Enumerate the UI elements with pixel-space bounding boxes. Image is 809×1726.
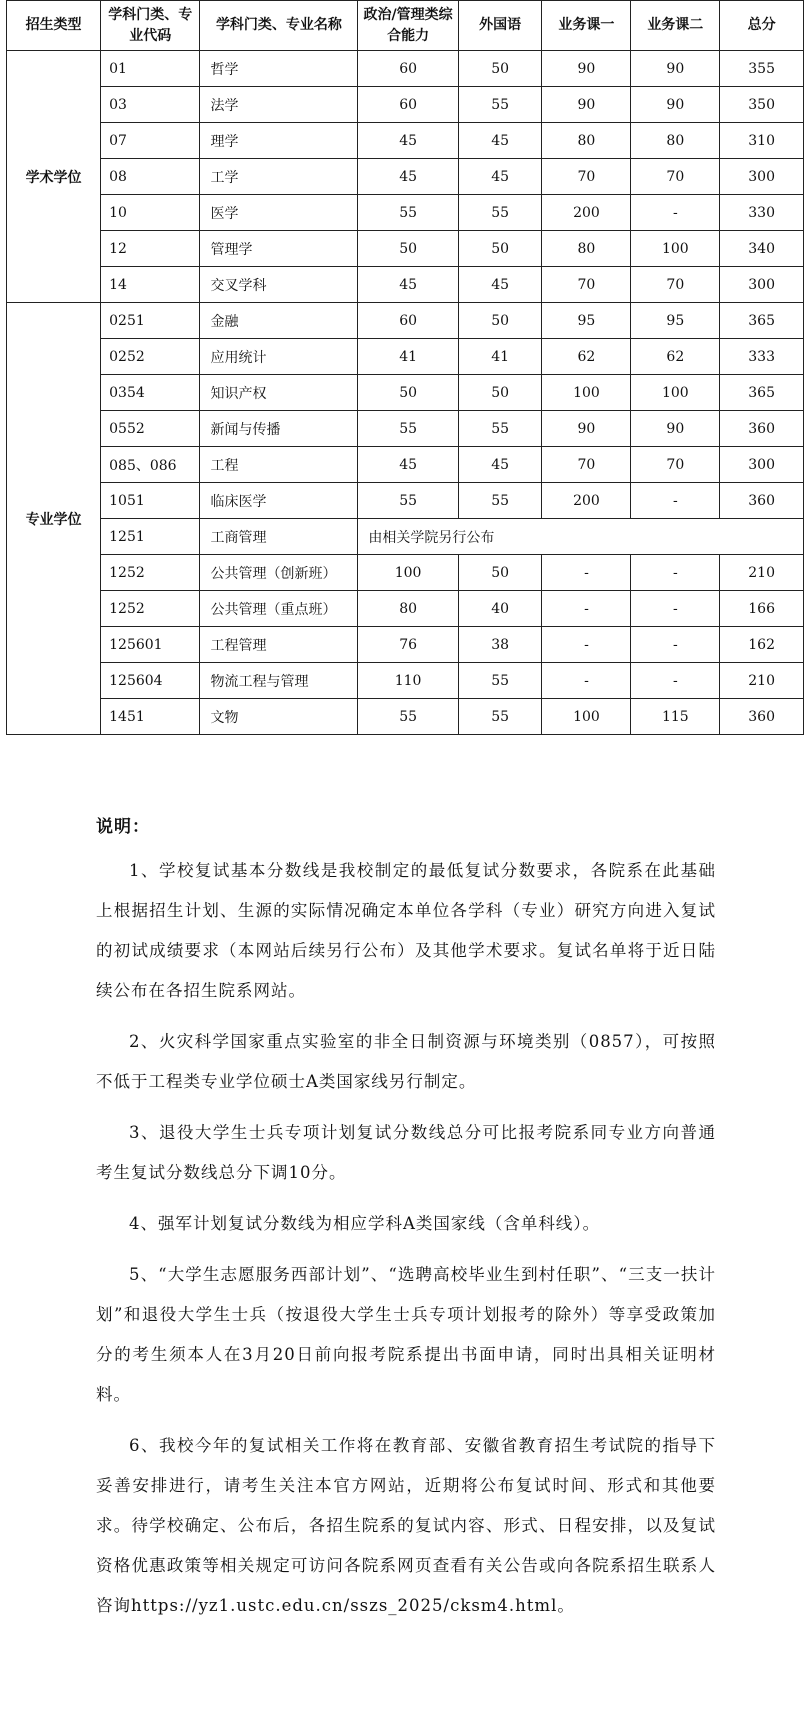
score-cell: 45 — [458, 159, 542, 195]
score-cell: 60 — [358, 51, 458, 87]
column-header: 招生类型 — [7, 1, 101, 51]
score-cell: 62 — [631, 339, 720, 375]
name-cell: 临床医学 — [200, 483, 358, 519]
table-body — [7, 51, 804, 735]
score-cell: 50 — [458, 303, 542, 339]
score-cell: 95 — [631, 303, 720, 339]
column-header: 外国语 — [458, 1, 542, 51]
score-cell: 62 — [542, 339, 631, 375]
code-cell: 03 — [101, 87, 200, 123]
name-cell: 物流工程与管理 — [200, 663, 358, 699]
total-score-cell: 365 — [720, 303, 804, 339]
score-cell: 50 — [458, 231, 542, 267]
name-cell: 公共管理（创新班） — [200, 555, 358, 591]
score-cell: 45 — [458, 267, 542, 303]
score-cell: 70 — [631, 159, 720, 195]
total-score-cell: 365 — [720, 375, 804, 411]
name-cell: 法学 — [200, 87, 358, 123]
code-cell: 1251 — [101, 519, 200, 555]
column-header: 学科门类、专业代码 — [101, 1, 200, 51]
total-score-cell: 360 — [720, 699, 804, 735]
column-header: 总分 — [720, 1, 804, 51]
score-cell: 200 — [542, 195, 631, 231]
score-cell: 110 — [358, 663, 458, 699]
table-row — [7, 447, 804, 483]
score-cell: 100 — [631, 375, 720, 411]
score-cell: 41 — [458, 339, 542, 375]
table-row — [7, 555, 804, 591]
score-cell: - — [542, 555, 631, 591]
code-cell: 0252 — [101, 339, 200, 375]
score-cell: 70 — [542, 159, 631, 195]
table-row — [7, 339, 804, 375]
table-row — [7, 303, 804, 339]
score-cell: 100 — [542, 699, 631, 735]
table-row — [7, 267, 804, 303]
score-cell: 55 — [358, 195, 458, 231]
notes-section — [96, 812, 716, 1637]
name-cell: 工学 — [200, 159, 358, 195]
score-cell: 45 — [358, 159, 458, 195]
total-score-cell: 210 — [720, 555, 804, 591]
code-cell: 07 — [101, 123, 200, 159]
score-cell: 90 — [631, 51, 720, 87]
name-cell: 交叉学科 — [200, 267, 358, 303]
name-cell: 应用统计 — [200, 339, 358, 375]
score-cell: 41 — [358, 339, 458, 375]
score-cell: 45 — [358, 447, 458, 483]
score-cell: 90 — [542, 411, 631, 447]
score-cell: 90 — [631, 411, 720, 447]
code-cell: 01 — [101, 51, 200, 87]
score-cell: - — [631, 555, 720, 591]
code-cell: 1252 — [101, 591, 200, 627]
name-cell: 理学 — [200, 123, 358, 159]
score-cell: 55 — [358, 483, 458, 519]
score-cell: - — [631, 195, 720, 231]
score-cell: 55 — [458, 699, 542, 735]
table-row — [7, 195, 804, 231]
category-cell: 学术学位 — [7, 51, 101, 303]
table-header — [7, 1, 804, 51]
note-paragraph: 2、火灾科学国家重点实验室的非全日制资源与环境类别（0857），可按照不低于工程类专业学位硕士A类国家线另行制定。 — [96, 1032, 716, 1091]
total-score-cell: 166 — [720, 591, 804, 627]
score-cell: 55 — [458, 411, 542, 447]
name-cell: 哲学 — [200, 51, 358, 87]
score-cell: 55 — [358, 411, 458, 447]
table-row — [7, 87, 804, 123]
table-row — [7, 375, 804, 411]
total-score-cell: 300 — [720, 159, 804, 195]
score-cell: 70 — [542, 447, 631, 483]
table-row — [7, 123, 804, 159]
score-cell: - — [631, 627, 720, 663]
total-score-cell: 360 — [720, 483, 804, 519]
column-header: 政治/管理类综合能力 — [358, 1, 458, 51]
total-score-cell: 360 — [720, 411, 804, 447]
table-row — [7, 51, 804, 87]
name-cell: 工程管理 — [200, 627, 358, 663]
score-cell: - — [631, 663, 720, 699]
score-cell: 38 — [458, 627, 542, 663]
score-cell: 100 — [358, 555, 458, 591]
header-row — [7, 1, 804, 51]
score-cell: 45 — [458, 447, 542, 483]
name-cell: 知识产权 — [200, 375, 358, 411]
table-row — [7, 699, 804, 735]
code-cell: 0552 — [101, 411, 200, 447]
table-row — [7, 591, 804, 627]
score-cell: 100 — [631, 231, 720, 267]
score-cell: 80 — [542, 123, 631, 159]
score-cell: 76 — [358, 627, 458, 663]
score-cell: 80 — [631, 123, 720, 159]
score-cell: 100 — [542, 375, 631, 411]
total-score-cell: 340 — [720, 231, 804, 267]
score-cell: 50 — [358, 231, 458, 267]
column-header: 业务课一 — [542, 1, 631, 51]
score-cell: - — [631, 591, 720, 627]
column-header: 学科门类、专业名称 — [200, 1, 358, 51]
code-cell: 0354 — [101, 375, 200, 411]
table-row — [7, 231, 804, 267]
score-cell: 80 — [358, 591, 458, 627]
note-paragraph: 5、“大学生志愿服务西部计划”、“选聘高校毕业生到村任职”、“三支一扶计划”和退役大学生士兵（按退役大学生士兵专项计划报考的除外）等享受政策加分的考生须本人在3月20日前向报考院系提出书面申请，同时出具相关证明材料。 — [96, 1265, 716, 1404]
total-score-cell: 162 — [720, 627, 804, 663]
score-cell: 50 — [458, 555, 542, 591]
code-cell: 14 — [101, 267, 200, 303]
name-cell: 工商管理 — [200, 519, 358, 555]
code-cell: 125601 — [101, 627, 200, 663]
code-cell: 08 — [101, 159, 200, 195]
total-score-cell: 210 — [720, 663, 804, 699]
note-cell: 由相关学院另行公布 — [358, 519, 804, 555]
total-score-cell: 300 — [720, 267, 804, 303]
code-cell: 1451 — [101, 699, 200, 735]
total-score-cell: 333 — [720, 339, 804, 375]
score-cell: 90 — [542, 51, 631, 87]
score-cell: 50 — [358, 375, 458, 411]
score-cell: 55 — [458, 87, 542, 123]
name-cell: 管理学 — [200, 231, 358, 267]
name-cell: 文物 — [200, 699, 358, 735]
code-cell: 10 — [101, 195, 200, 231]
score-cell: 80 — [542, 231, 631, 267]
code-cell: 1051 — [101, 483, 200, 519]
name-cell: 医学 — [200, 195, 358, 231]
score-cell: 70 — [542, 267, 631, 303]
score-cell: - — [631, 483, 720, 519]
score-cell: 70 — [631, 447, 720, 483]
score-cell: 50 — [458, 375, 542, 411]
note-paragraph: 1、学校复试基本分数线是我校制定的最低复试分数要求，各院系在此基础上根据招生计划、生源的实际情况确定本单位各学科（专业）研究方向进入复试的初试成绩要求（本网站后续另行公布）及其他学术要求。复试名单将于近日陆续公布在各招生院系网站。 — [96, 861, 716, 1000]
score-cell: - — [542, 627, 631, 663]
note-paragraph: 3、退役大学生士兵专项计划复试分数线总分可比报考院系同专业方向普通考生复试分数线总分下调10分。 — [96, 1123, 716, 1182]
score-cell: - — [542, 591, 631, 627]
score-cell: 55 — [458, 663, 542, 699]
note-paragraph: 6、我校今年的复试相关工作将在教育部、安徽省教育招生考试院的指导下妥善安排进行，请考生关注本官方网站，近期将公布复试时间、形式和其他要求。待学校确定、公布后，各招生院系的复试内容、形式、日程安排，以及复试资格优惠政策等相关规定可访问各院系网页查看有关公告或向各院系招生联系人咨询https://yz1.ustc.edu.cn/sszs_2025/cksm4.html。 — [96, 1436, 716, 1615]
table-row — [7, 483, 804, 519]
score-cell: 95 — [542, 303, 631, 339]
score-cell: 200 — [542, 483, 631, 519]
code-cell: 12 — [101, 231, 200, 267]
score-cell: 70 — [631, 267, 720, 303]
total-score-cell: 355 — [720, 51, 804, 87]
score-cell: - — [542, 663, 631, 699]
code-cell: 1252 — [101, 555, 200, 591]
score-cell: 115 — [631, 699, 720, 735]
column-header: 业务课二 — [631, 1, 720, 51]
score-cell: 45 — [358, 267, 458, 303]
score-cell: 45 — [358, 123, 458, 159]
name-cell: 工程 — [200, 447, 358, 483]
name-cell: 新闻与传播 — [200, 411, 358, 447]
code-cell: 125604 — [101, 663, 200, 699]
total-score-cell: 350 — [720, 87, 804, 123]
score-cell: 55 — [458, 195, 542, 231]
score-cell: 60 — [358, 303, 458, 339]
score-cell: 50 — [458, 51, 542, 87]
score-table — [6, 0, 804, 735]
table-row — [7, 519, 804, 555]
table-row — [7, 159, 804, 195]
score-cell: 55 — [458, 483, 542, 519]
table-row — [7, 627, 804, 663]
score-cell: 90 — [631, 87, 720, 123]
total-score-cell: 310 — [720, 123, 804, 159]
table-row — [7, 663, 804, 699]
code-cell: 085、086 — [101, 447, 200, 483]
score-cell: 90 — [542, 87, 631, 123]
name-cell: 金融 — [200, 303, 358, 339]
notes-heading: 说明： — [96, 817, 150, 837]
score-cell: 60 — [358, 87, 458, 123]
notes-list — [96, 851, 716, 1626]
note-paragraph: 4、强军计划复试分数线为相应学科A类国家线（含单科线）。 — [129, 1214, 601, 1233]
code-cell: 0251 — [101, 303, 200, 339]
score-cell: 55 — [358, 699, 458, 735]
total-score-cell: 330 — [720, 195, 804, 231]
category-cell: 专业学位 — [7, 303, 101, 735]
total-score-cell: 300 — [720, 447, 804, 483]
score-cell: 40 — [458, 591, 542, 627]
score-cell: 45 — [458, 123, 542, 159]
name-cell: 公共管理（重点班） — [200, 591, 358, 627]
table-row — [7, 411, 804, 447]
